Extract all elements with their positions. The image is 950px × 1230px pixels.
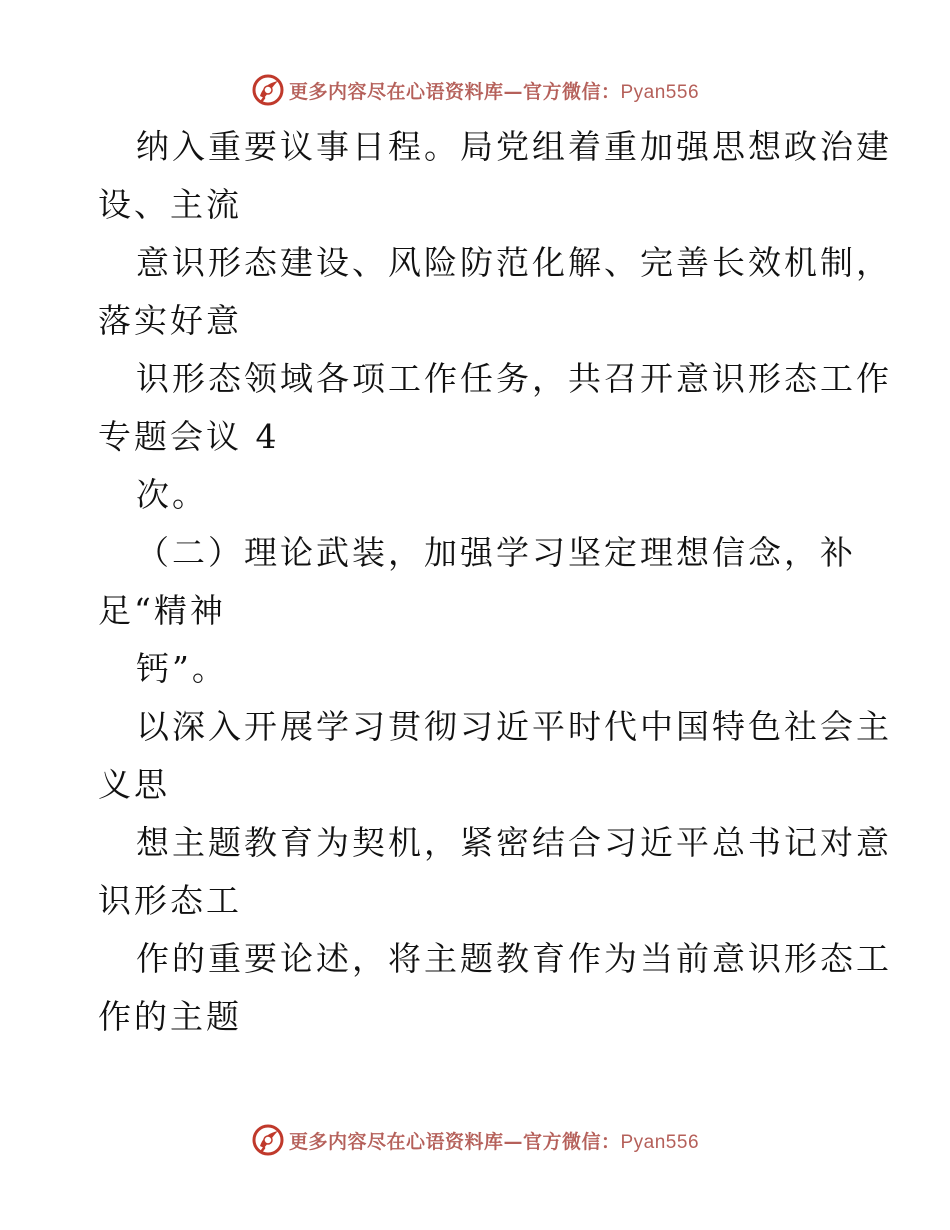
text-line: 作的重要论述，将主题教育作为当前意识形态工 [136,939,892,978]
document-body [98,118,892,1046]
text-line: 识形态领域各项工作任务，共召开意识形态工作 [136,359,892,398]
text-line: 落实好意 [98,301,242,340]
text-line: 设、主流 [98,185,242,224]
footer-banner [0,1120,950,1160]
text-line: 次。 [136,475,208,514]
footer-banner-text: 更多内容尽在心语资料库—官方微信：Pyan556 [288,1130,700,1153]
text-line: 专题会议 4 [98,417,280,456]
header-wechat-id: Pyan556 [620,81,700,103]
text-line: 义思 [98,765,170,804]
text-line: 钙”。 [136,649,228,688]
logo-icon [251,1123,285,1157]
header-banner-text: 更多内容尽在心语资料库—官方微信：Pyan556 [288,80,700,103]
header-banner [0,70,950,110]
text-line: 作的主题 [98,997,242,1036]
text-line: 识形态工 [98,881,242,920]
text-line: （二）理论武装，加强学习坚定理想信念，补 [136,533,856,572]
text-line: 意识形态建设、风险防范化解、完善长效机制， [136,243,892,282]
text-line: 纳入重要议事日程。局党组着重加强思想政治建 [136,127,892,166]
text-line: 足“精神 [98,591,226,630]
text-line: 想主题教育为契机，紧密结合习近平总书记对意 [136,823,892,862]
text-line: 以深入开展学习贯彻习近平时代中国特色社会主 [136,707,892,746]
footer-wechat-id: Pyan556 [620,1131,700,1153]
logo-icon [251,73,285,107]
